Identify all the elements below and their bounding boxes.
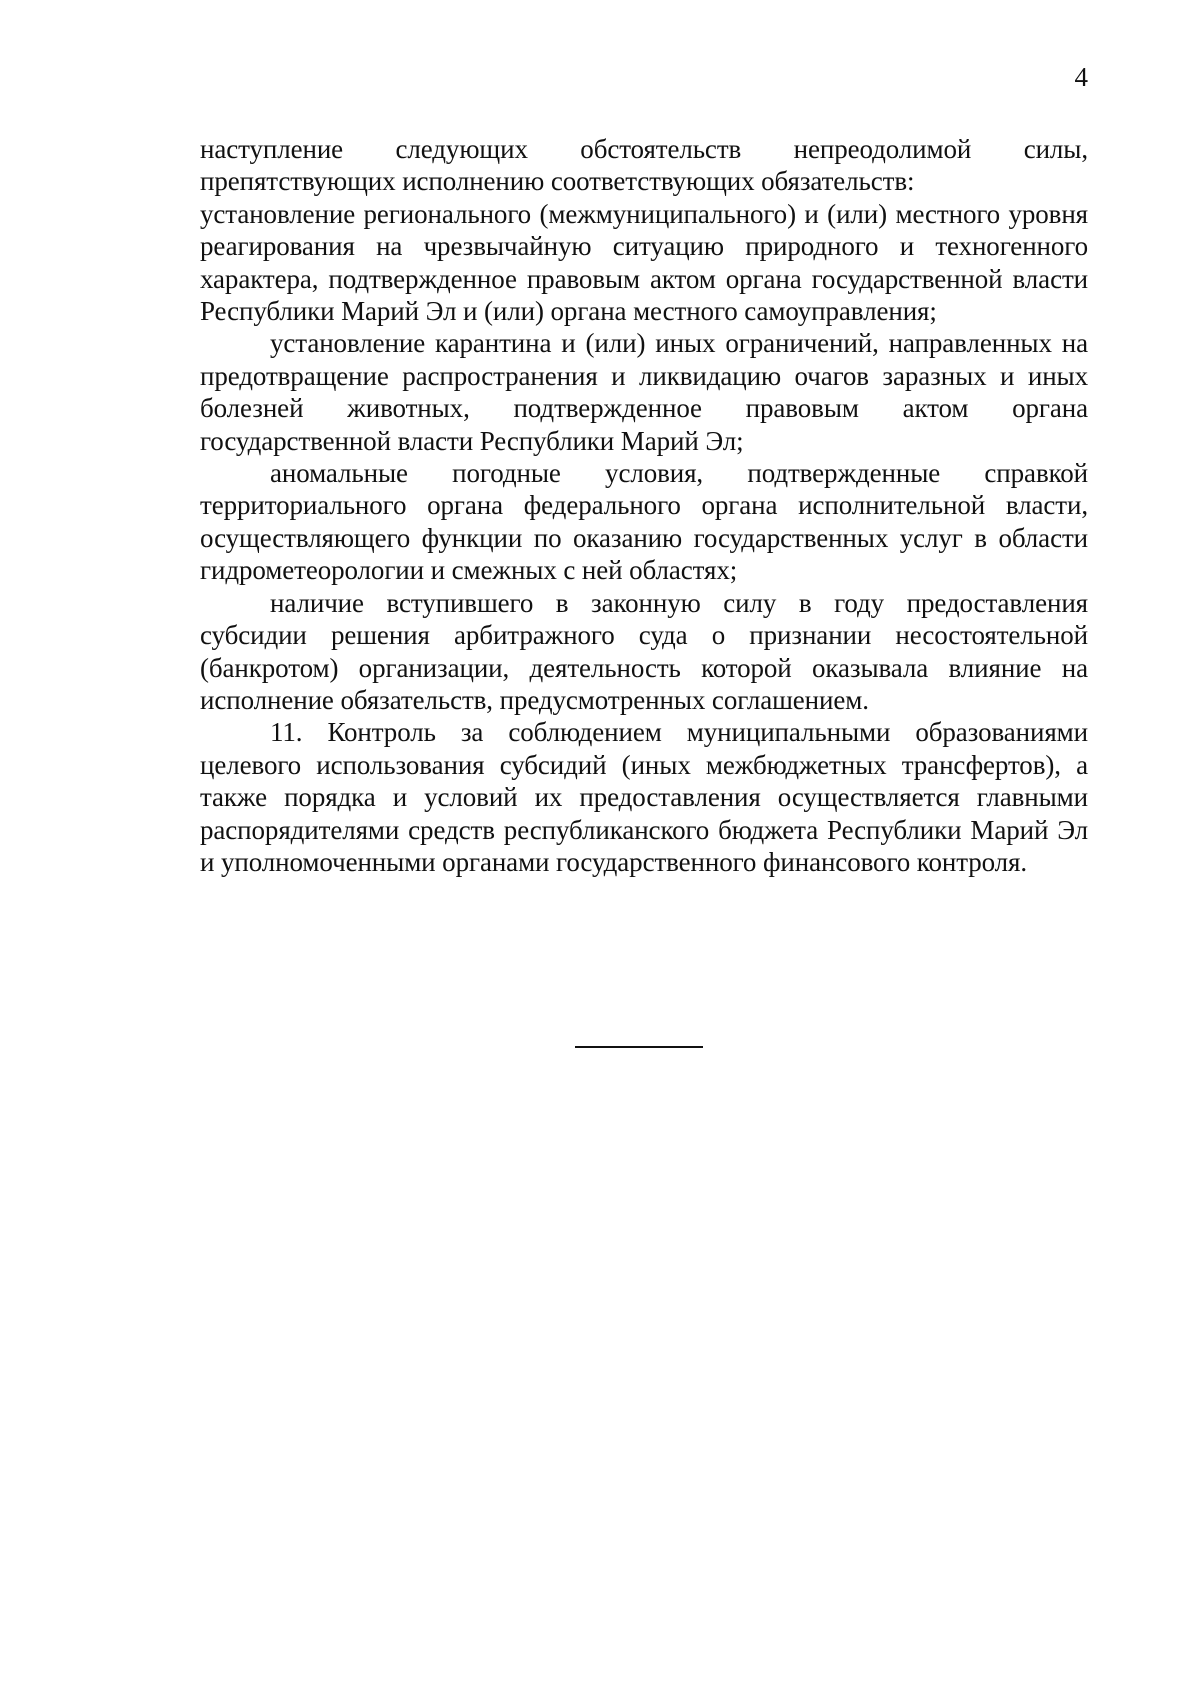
paragraph-force-majeure-intro: наступление следующих обстоятельств непреодолимой силы, препятствующих исполнению соответствующих обязательств: [200,134,1088,197]
closing-separator-line [575,1046,703,1048]
paragraph-emergency-response: установление регионального (межмуниципального) и (или) местного уровня реагирования на чрезвычайную ситуацию природного и техногенного характера, подтвержденное правовым актом органа государственной власти Республики Марий Эл и (или) органа местного самоуправления; [200,198,1088,327]
paragraph-control-clause: 11. Контроль за соблюдением муниципальными образованиями целевого использования субсидий (иных межбюджетных трансфертов), а также порядка и условий их предоставления осуществляется главными распорядителями средств республиканского бюджета Республики Марий Эл и уполномоченными органами государственного финансового контроля. [200,717,1088,877]
paragraph-weather-conditions: аномальные погодные условия, подтвержденные справкой территориального органа федерального органа исполнительной власти, осуществляющего функции по оказанию государственных услуг в области гидрометеорологии и смежных с ней областях; [200,458,1088,586]
paragraph-bankruptcy-decision: наличие вступившего в законную силу в году предоставления субсидии решения арбитражного суда о признании несостоятельной (банкротом) организации, деятельность которой оказывала влияние на исполнение обязательств, предусмотренных соглашением. [200,587,1088,715]
document-body [200,133,1088,878]
page-number: 4 [1074,62,1088,92]
paragraph-quarantine: установление карантина и (или) иных ограничений, направленных на предотвращение распространения и ликвидацию очагов заразных и иных болезней животных, подтвержденное правовым актом органа государственной власти Республики Марий Эл; [200,328,1088,456]
